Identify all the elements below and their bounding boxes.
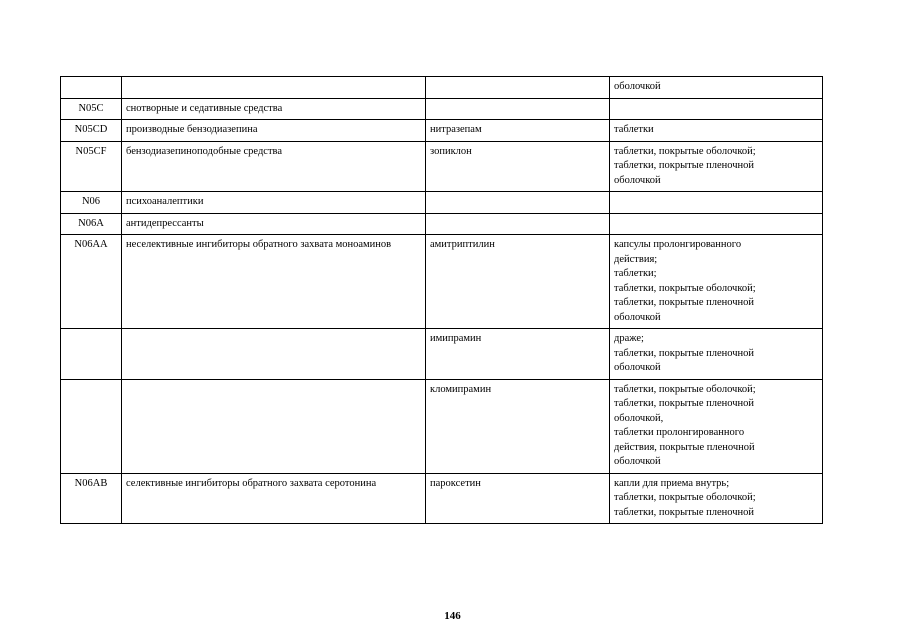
dosage-form-cell: [610, 379, 823, 473]
drug-name-cell: амитриптилин: [426, 235, 610, 329]
table-row: [61, 192, 823, 214]
dosage-form-cell: [610, 213, 823, 235]
atc-code-cell: N06: [61, 192, 122, 214]
drug-name-cell: кломипрамин: [426, 379, 610, 473]
dosage-form-line: таблетки, покрытые оболочкой;: [614, 145, 756, 157]
dosage-form-line: капсулы пролонгированного: [614, 239, 742, 250]
dosage-form-line: оболочкой: [614, 81, 661, 92]
dosage-form-line: оболочкой,: [614, 412, 664, 424]
dosage-form-line: таблетки, покрытые оболочкой;: [614, 383, 756, 395]
dosage-form-line: таблетки, покрытые пленочной: [614, 398, 755, 409]
atc-group-cell: производные бензодиазепина: [122, 120, 426, 142]
dosage-form-line: таблетки пролонгированного: [614, 427, 745, 438]
drug-table: [60, 76, 823, 524]
dosage-form-cell: [610, 329, 823, 380]
page-number: 146: [444, 610, 461, 622]
dosage-form-cell: [610, 235, 823, 329]
dosage-form-line: таблетки, покрытые пленочной: [614, 160, 755, 171]
drug-name-cell: имипрамин: [426, 329, 610, 380]
dosage-form-line: таблетки: [614, 124, 654, 135]
table-row: [61, 235, 823, 329]
dosage-form-cell: [610, 141, 823, 192]
dosage-form-line: действия, покрытые пленочной: [614, 441, 755, 453]
atc-group-cell: неселективные ингибиторы обратного захвата моноаминов: [122, 235, 426, 329]
table-row: [61, 120, 823, 142]
atc-code-cell: N06AB: [61, 473, 122, 524]
table-row: [61, 213, 823, 235]
atc-code-cell: N05C: [61, 98, 122, 120]
dosage-form-line: таблетки, покрытые пленочной: [614, 297, 755, 308]
dosage-form-cell: [610, 77, 823, 99]
dosage-form-line: драже;: [614, 333, 644, 344]
dosage-form-line: таблетки, покрытые пленочной: [614, 506, 755, 518]
table-row: [61, 379, 823, 473]
atc-group-cell: [122, 379, 426, 473]
atc-group-cell: бензодиазепиноподобные средства: [122, 141, 426, 192]
drug-name-cell: [426, 192, 610, 214]
drug-name-cell: пароксетин: [426, 473, 610, 524]
atc-group-cell: снотворные и седативные средства: [122, 98, 426, 120]
atc-code-cell: [61, 379, 122, 473]
dosage-form-cell: [610, 192, 823, 214]
atc-code-cell: N06AA: [61, 235, 122, 329]
atc-group-cell: антидепрессанты: [122, 213, 426, 235]
atc-group-cell: [122, 329, 426, 380]
drug-name-cell: [426, 77, 610, 99]
dosage-form-cell: [610, 98, 823, 120]
dosage-form-line: действия;: [614, 253, 658, 265]
drug-name-cell: нитразепам: [426, 120, 610, 142]
atc-code-cell: [61, 77, 122, 99]
atc-group-cell: [122, 77, 426, 99]
atc-code-cell: N05CD: [61, 120, 122, 142]
dosage-form-line: таблетки, покрытые пленочной: [614, 347, 755, 359]
drug-name-cell: [426, 98, 610, 120]
atc-group-cell: психоаналептики: [122, 192, 426, 214]
drug-table-body: [61, 77, 823, 524]
dosage-form-cell: [610, 473, 823, 524]
atc-group-cell: селективные ингибиторы обратного захвата серотонина: [122, 473, 426, 524]
dosage-form-line: оболочкой: [614, 311, 661, 323]
dosage-form-line: оболочкой: [614, 456, 661, 467]
dosage-form-line: таблетки, покрытые оболочкой;: [614, 492, 756, 503]
atc-code-cell: N06A: [61, 213, 122, 235]
table-row: [61, 77, 823, 99]
dosage-form-cell: [610, 120, 823, 142]
dosage-form-line: таблетки, покрытые оболочкой;: [614, 282, 756, 294]
drug-name-cell: [426, 213, 610, 235]
drug-name-cell: зопиклон: [426, 141, 610, 192]
table-row: [61, 98, 823, 120]
table-row: [61, 329, 823, 380]
table-row: [61, 473, 823, 524]
dosage-form-line: таблетки;: [614, 268, 657, 279]
atc-code-cell: N05CF: [61, 141, 122, 192]
dosage-form-line: капли для приема внутрь;: [614, 477, 730, 489]
dosage-form-line: оболочкой: [614, 362, 661, 373]
table-row: [61, 141, 823, 192]
atc-code-cell: [61, 329, 122, 380]
dosage-form-line: оболочкой: [614, 174, 661, 186]
